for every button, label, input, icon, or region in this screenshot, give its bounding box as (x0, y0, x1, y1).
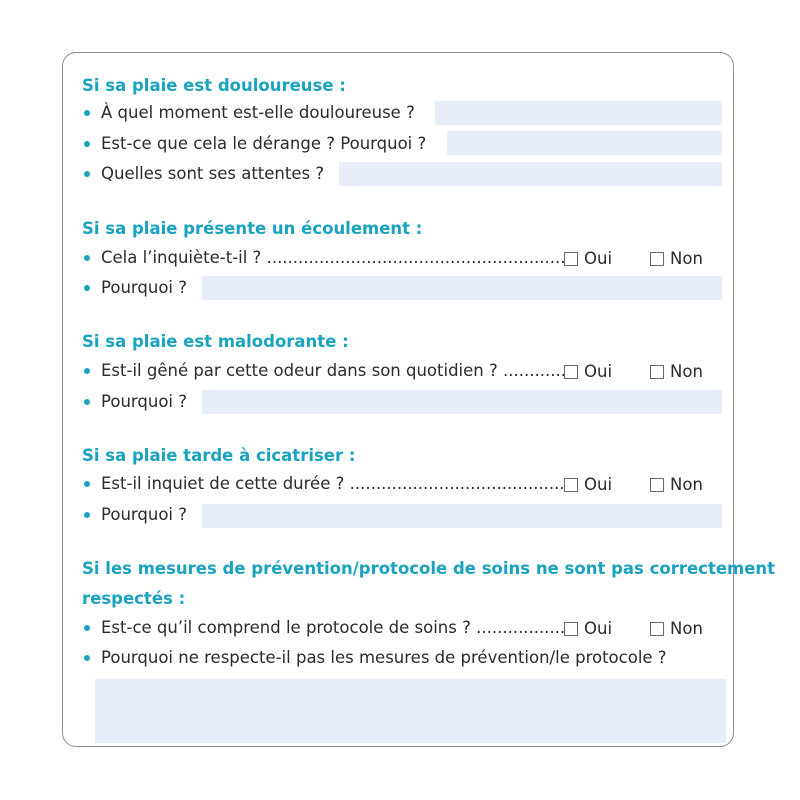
checkbox-yes-label: Oui (584, 362, 613, 381)
answer-field-odour-why[interactable] (202, 390, 722, 414)
checkbox-no[interactable] (650, 248, 703, 270)
bullet-icon (84, 285, 90, 291)
bullet-icon (84, 368, 90, 374)
bullet-icon (84, 481, 90, 487)
checkbox-square-icon (650, 252, 664, 266)
section-title-prevention-line2: respectés : (82, 589, 186, 608)
checkbox-yes[interactable] (564, 248, 612, 270)
section-title-prevention-line1: Si les mesures de prévention/protocole de soins ne sont pas correctement (82, 559, 776, 578)
answer-field-discharge-why[interactable] (202, 276, 722, 300)
answer-field-bothers-why[interactable] (447, 131, 722, 155)
checkbox-no-label: Non (670, 249, 703, 268)
checkbox-square-icon (650, 365, 664, 379)
question-row (82, 473, 722, 497)
checkbox-no[interactable] (650, 618, 703, 640)
question-row (82, 360, 722, 384)
checkbox-no[interactable] (650, 474, 703, 496)
question-label: Pourquoi ne respecte-il pas les mesures de prévention/le protocole ? (101, 648, 667, 667)
bullet-icon (84, 110, 90, 116)
checkbox-yes[interactable] (564, 474, 612, 496)
question-label: Pourquoi ? (101, 278, 188, 297)
checkbox-yes-label: Oui (584, 249, 613, 268)
checkbox-square-icon (564, 365, 578, 379)
checkbox-square-icon (564, 622, 578, 636)
checkbox-square-icon (564, 252, 578, 266)
question-label: Est-il inquiet de cette durée ? ..... (101, 473, 564, 495)
checkbox-yes-label: Oui (584, 475, 613, 494)
answer-field-prevention-why[interactable] (95, 679, 726, 743)
question-label: À quel moment est-elle douloureuse ? (101, 103, 415, 122)
bullet-icon (84, 399, 90, 405)
checkbox-no[interactable] (650, 361, 703, 383)
question-label: Est-il gêné par cette odeur dans son quotidien ? ..... (101, 360, 564, 382)
checkbox-yes[interactable] (564, 618, 612, 640)
section-title-odour: Si sa plaie est malodorante : (82, 332, 349, 351)
section-title-painful: Si sa plaie est douloureuse : (82, 76, 346, 95)
checkbox-square-icon (564, 478, 578, 492)
answer-field-expectations[interactable] (339, 162, 722, 186)
question-row (82, 647, 722, 671)
checkbox-no-label: Non (670, 362, 703, 381)
bullet-icon (84, 141, 90, 147)
section-title-healing: Si sa plaie tarde à cicatriser : (82, 446, 356, 465)
question-label: Pourquoi ? (101, 505, 188, 524)
checkbox-square-icon (650, 478, 664, 492)
answer-field-healing-why[interactable] (202, 504, 722, 528)
bullet-icon (84, 625, 90, 631)
checkbox-no-label: Non (670, 619, 703, 638)
checkbox-yes-label: Oui (584, 619, 613, 638)
bullet-icon (84, 171, 90, 177)
bullet-icon (84, 255, 90, 261)
answer-field-when-painful[interactable] (435, 101, 722, 125)
checkbox-no-label: Non (670, 475, 703, 494)
question-label: Est-ce que cela le dérange ? Pourquoi ? (101, 134, 427, 153)
question-label: Pourquoi ? (101, 392, 188, 411)
question-row (82, 617, 722, 641)
question-row (82, 247, 722, 271)
bullet-icon (84, 655, 90, 661)
question-label: Cela l’inquiète-t-il ? ..... (101, 247, 564, 269)
checkbox-square-icon (650, 622, 664, 636)
question-label: Quelles sont ses attentes ? (101, 164, 325, 183)
bullet-icon (84, 512, 90, 518)
section-title-discharge: Si sa plaie présente un écoulement : (82, 219, 423, 238)
checkbox-yes[interactable] (564, 361, 612, 383)
question-label: Est-ce qu’il comprend le protocole de soins ? ..... (101, 617, 564, 639)
